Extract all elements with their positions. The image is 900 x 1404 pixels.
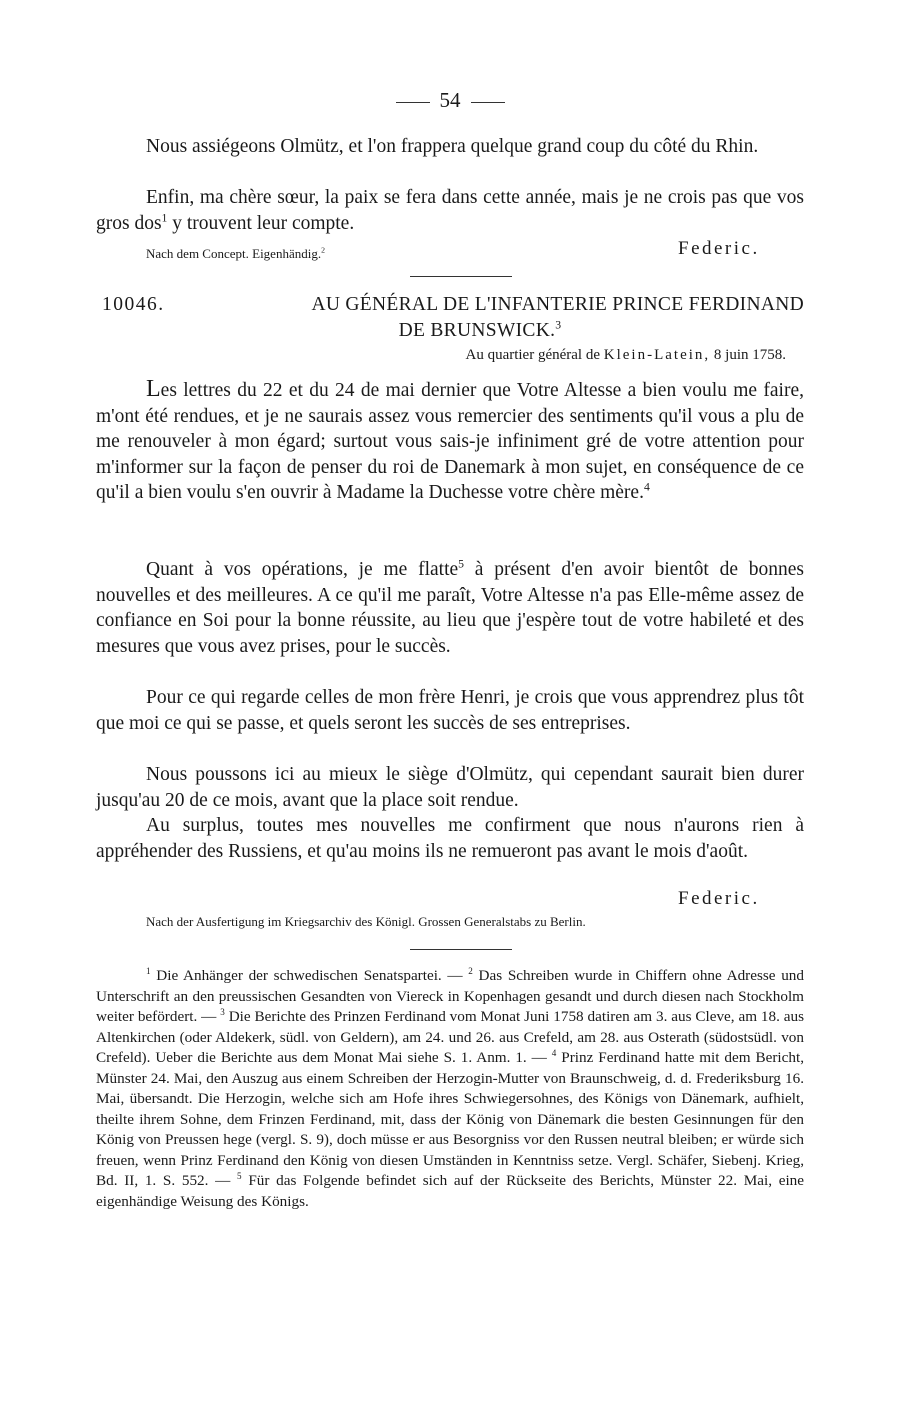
header-dash-right <box>471 102 505 103</box>
dateline-date: 8 juin 1758. <box>713 347 786 363</box>
source-note-ausfertigung: Nach der Ausfertigung im Kriegsarchiv des Königl. Grossen Generalstabs zu Berlin. <box>146 914 586 929</box>
footnotes <box>96 966 804 1213</box>
letter-paragraph-5: Au surplus, toutes mes nouvelles me confirment que nous n'aurons rien à appréhender des Russiens, et qu'au moins ils ne remueront pas avant le mois d'août. <box>96 815 804 862</box>
dateline-place: Klein-Latein, <box>603 347 711 363</box>
section-divider <box>410 276 512 277</box>
letter-heading <box>96 292 804 343</box>
letter-paragraph-2: Quant à vos opérations, je me flatte$^5$ à présent d'en avoir bientôt de bonnes nouvelles et des meilleures. A ce qu'il me paraît, Votre Altesse n'a pas Elle-même assez de confiance en Soi pour la bonne réussite, au lieu que j'espère tout de votre habileté et des mesures que vous avez prises, pour le succès. <box>96 557 804 657</box>
footnote-mark-2: 2 <box>468 965 473 976</box>
running-header <box>0 88 900 113</box>
footnote-5: Für das Folgende befindet sich auf der Rückseite des Berichts, Münster 22. Mai, eine eigenhändige Weisung des Königs. <box>96 1172 804 1211</box>
letter-number: 10046. <box>102 294 165 315</box>
signature-federic-1: Federic. <box>678 238 760 259</box>
footnote-1: Die Anhänger der schwedischen Senatspartei. — <box>156 967 463 984</box>
footnote-ref-1: 1 <box>161 211 168 225</box>
footnote-ref-4: 4 <box>643 480 650 494</box>
header-dash-left <box>396 102 430 103</box>
footnote-divider <box>410 949 512 950</box>
letter-paragraph-3: Pour ce qui regarde celles de mon frère Henri, je crois que vous apprendrez plus tôt que moi ce qui se passe, et quels seront les succès de ses entreprises. <box>96 687 804 734</box>
carryover-paragraph-1: Nous assiégeons Olmütz, et l'on frappera quelque grand coup du côté du Rhin. <box>146 136 759 157</box>
footnote-ref-5: 5 <box>458 557 464 571</box>
letter-paragraph-4: Nous poussons ici au mieux le siège d'Olmütz, qui cependant saurait bien durer jusqu'au 20 de ce mois, avant que la place soit rendue. <box>96 764 804 811</box>
footnote-2: Das Schreiben wurde in Chiffern ohne Adresse und Unterschrift an den preussischen Gesandten von Viereck in Kopenhagen gesandt und durch diesen nach Stockholm weiter befördert. — <box>96 967 804 1026</box>
source-note-concept: Nach dem Concept. Eigenhändig.$^2$ <box>146 245 325 261</box>
footnote-mark-5: 5 <box>237 1171 242 1182</box>
letter-title-line1: AU GÉNÉRAL DE L'INFANTERIE PRINCE FERDINAND <box>311 294 804 315</box>
footnote-ref-2: 2 <box>321 245 325 255</box>
footnote-mark-4: 4 <box>551 1048 557 1059</box>
page-number: 54 <box>439 88 461 112</box>
letter-paragraph-1: Les lettres du 22 et du 24 de mai dernier que Votre Altesse a bien voulu me faire, m'ont été rendues, et je ne saurais assez vous remercier des sentiments qu'il vous a plu de me renouveler à mon égard; surtout vous sais-je infiniment gré de votre attention pour m'informer sur la façon de penser du roi de Danemark à mon sujet, en conséquence de ce qu'il a bien voulu s'en ouvrir à Madame la Duchesse votre chère mère.$^4$ <box>96 376 804 504</box>
footnote-ref-3: 3 <box>555 318 562 332</box>
footnote-3: Die Berichte des Prinzen Ferdinand vom Monat Juni 1758 datiren am 3. aus Cleve, am 18. aus Altenkirchen (oder Aldekerk, südl. von Geldern), am 24. und 26. aus Crefeld, am 28. aus Osterath (südostsüdl. von Crefeld). Ueber die Berichte aus dem Monat Mai siehe S. 1. Anm. 1. — <box>96 1008 805 1067</box>
letter-title-line2: DE BRUNSWICK.$^3$ <box>398 318 562 341</box>
footnote-mark-1: 1 <box>146 965 151 976</box>
dateline: Au quartier général de Klein-Latein, 8 juin 1758. <box>465 347 786 363</box>
footnote-4: Prinz Ferdinand hatte mit dem Bericht, Münster 24. Mai, den Auszug aus einem Schreiben der Herzogin-Mutter von Braunschweig, d. d. Frederiksburg 16. Mai, übersandt. Die Herzogin, welche sich am Hofe ihres Schwiegersohnes, des Königs von Dänemark, aufhielt, theilte ihrem Sohne, dem Frinzen Ferdinand, mit, dass der König von Dänemark die besten Gesinnungen für den König von Preussen hege (vergl. S. 9), doch müsse er aus Besorgniss vor den Russen neutral bleiben; er würde sich freuen, wenn Prinz Ferdinand den König von diesen Umständen in Kenntniss setze. Vergl. Schäfer, Siebenj. Krieg, Bd. II, 1. S. 552. — <box>96 1049 805 1190</box>
carryover-paragraph-2: Enfin, ma chère sœur, la paix se fera dans cette année, mais je ne crois pas que vos gros dos$^1$ y trouvent leur compte. <box>96 187 804 234</box>
footnote-mark-3: 3 <box>220 1007 225 1018</box>
signature-federic-2: Federic. <box>678 888 760 909</box>
